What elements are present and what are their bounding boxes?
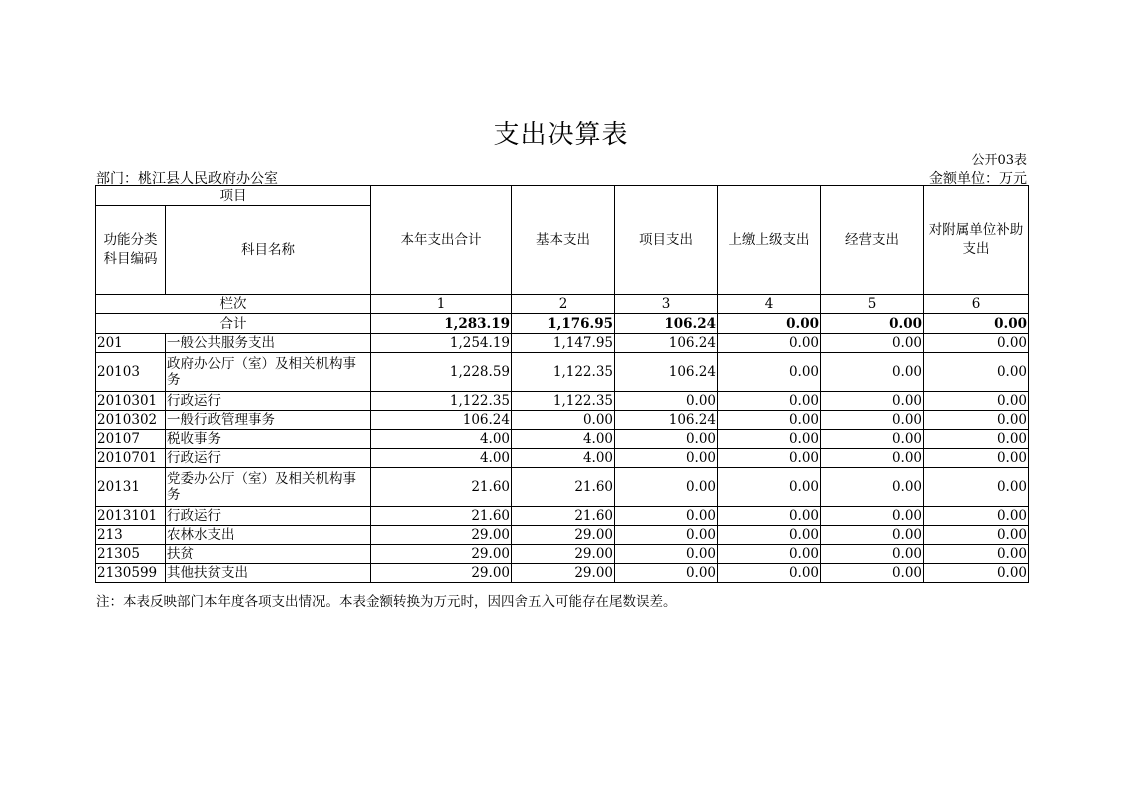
column-number: 2 [512,295,615,314]
row-value: 0.00 [924,545,1029,564]
row-value: 29.00 [512,545,615,564]
header-code: 功能分类科目编码 [96,206,166,295]
row-value: 106.24 [371,411,512,430]
row-value: 0.00 [924,449,1029,468]
row-value: 4.00 [371,430,512,449]
row-value: 0.00 [718,430,821,449]
row-value: 0.00 [718,334,821,353]
total-label: 合计 [96,314,371,334]
table-row [96,545,1029,564]
row-value: 0.00 [821,334,924,353]
row-value: 0.00 [718,353,821,392]
row-value: 0.00 [615,468,718,507]
row-value: 0.00 [718,468,821,507]
header-basic: 基本支出 [512,186,615,295]
header-project: 项目支出 [615,186,718,295]
header-item: 项目 [96,186,371,206]
form-code: 公开03表 [971,153,1027,168]
column-number: 3 [615,295,718,314]
total-value: 106.24 [615,314,718,334]
unit-label: 金额单位：万元 [929,171,1027,187]
row-value: 0.00 [615,392,718,411]
row-value: 0.00 [821,392,924,411]
row-value: 0.00 [615,564,718,583]
row-value: 0.00 [615,430,718,449]
row-value: 4.00 [512,430,615,449]
row-value: 0.00 [615,545,718,564]
row-name: 行政运行 [166,392,371,411]
total-value: 0.00 [821,314,924,334]
row-value: 0.00 [821,526,924,545]
row-value: 0.00 [615,526,718,545]
row-value: 29.00 [371,526,512,545]
row-value: 0.00 [718,411,821,430]
row-value: 0.00 [718,449,821,468]
header-row-1 [96,186,1029,206]
table-row [96,334,1029,353]
row-value: 0.00 [821,449,924,468]
row-code: 2010701 [96,449,166,468]
row-name: 农林水支出 [166,526,371,545]
table-row [96,468,1029,507]
row-value: 0.00 [821,430,924,449]
row-value: 21.60 [512,507,615,526]
row-value: 0.00 [821,411,924,430]
row-name: 扶贫 [166,545,371,564]
column-number: 4 [718,295,821,314]
row-name: 行政运行 [166,507,371,526]
row-value: 0.00 [821,468,924,507]
table-row [96,411,1029,430]
table-row [96,353,1029,392]
row-name: 行政运行 [166,449,371,468]
row-value: 106.24 [615,353,718,392]
row-value: 4.00 [512,449,615,468]
row-value: 0.00 [924,392,1029,411]
row-value: 1,254.19 [371,334,512,353]
row-value: 0.00 [924,411,1029,430]
header-upper: 上缴上级支出 [718,186,821,295]
row-value: 0.00 [924,353,1029,392]
row-value: 1,122.35 [512,353,615,392]
row-name: 一般公共服务支出 [166,334,371,353]
column-number: 1 [371,295,512,314]
row-value: 0.00 [615,449,718,468]
row-value: 0.00 [821,507,924,526]
row-name: 一般行政管理事务 [166,411,371,430]
row-code: 2130599 [96,564,166,583]
total-value: 1,283.19 [371,314,512,334]
row-code: 20103 [96,353,166,392]
row-value: 0.00 [821,545,924,564]
row-code: 213 [96,526,166,545]
total-value: 0.00 [718,314,821,334]
row-value: 106.24 [615,334,718,353]
row-value: 0.00 [821,564,924,583]
row-value: 4.00 [371,449,512,468]
page-title: 支出决算表 [493,120,629,150]
row-value: 21.60 [512,468,615,507]
header-total: 本年支出合计 [371,186,512,295]
row-code: 20107 [96,430,166,449]
row-value: 1,228.59 [371,353,512,392]
row-value: 0.00 [718,526,821,545]
header-name: 科目名称 [166,206,371,295]
row-value: 0.00 [718,564,821,583]
row-value: 0.00 [924,526,1029,545]
column-label: 栏次 [96,295,371,314]
row-value: 29.00 [371,564,512,583]
column-number: 6 [924,295,1029,314]
row-code: 20131 [96,468,166,507]
table-row [96,430,1029,449]
row-value: 0.00 [615,507,718,526]
row-value: 1,122.35 [512,392,615,411]
row-code: 21305 [96,545,166,564]
table-row [96,392,1029,411]
row-code: 2013101 [96,507,166,526]
row-value: 0.00 [718,545,821,564]
row-value: 21.60 [371,507,512,526]
row-value: 29.00 [512,564,615,583]
row-value: 0.00 [924,430,1029,449]
row-value: 1,147.95 [512,334,615,353]
row-value: 0.00 [924,468,1029,507]
row-value: 0.00 [924,334,1029,353]
column-number: 5 [821,295,924,314]
row-name: 政府办公厅（室）及相关机构事务 [166,353,371,392]
row-value: 0.00 [821,353,924,392]
table-row [96,507,1029,526]
row-value: 0.00 [718,507,821,526]
row-value: 1,122.35 [371,392,512,411]
column-number-row [96,295,1029,314]
row-name: 其他扶贫支出 [166,564,371,583]
row-value: 21.60 [371,468,512,507]
row-name: 税收事务 [166,430,371,449]
department-label: 部门：桃江县人民政府办公室 [96,171,278,187]
row-value: 0.00 [718,392,821,411]
row-value: 106.24 [615,411,718,430]
total-value: 0.00 [924,314,1029,334]
row-name: 党委办公厅（室）及相关机构事务 [166,468,371,507]
total-row [96,314,1029,334]
row-code: 2010301 [96,392,166,411]
header-business: 经营支出 [821,186,924,295]
table-row [96,449,1029,468]
row-value: 29.00 [512,526,615,545]
row-value: 0.00 [924,564,1029,583]
row-value: 29.00 [371,545,512,564]
table-row [96,526,1029,545]
footnote: 注：本表反映部门本年度各项支出情况。本表金额转换为万元时，因四舍五入可能存在尾数误差。 [96,594,677,610]
expenditure-table [95,185,1029,583]
total-value: 1,176.95 [512,314,615,334]
row-value: 0.00 [512,411,615,430]
table-row [96,564,1029,583]
row-value: 0.00 [924,507,1029,526]
header-subsidy: 对附属单位补助支出 [924,186,1029,295]
row-code: 201 [96,334,166,353]
row-code: 2010302 [96,411,166,430]
